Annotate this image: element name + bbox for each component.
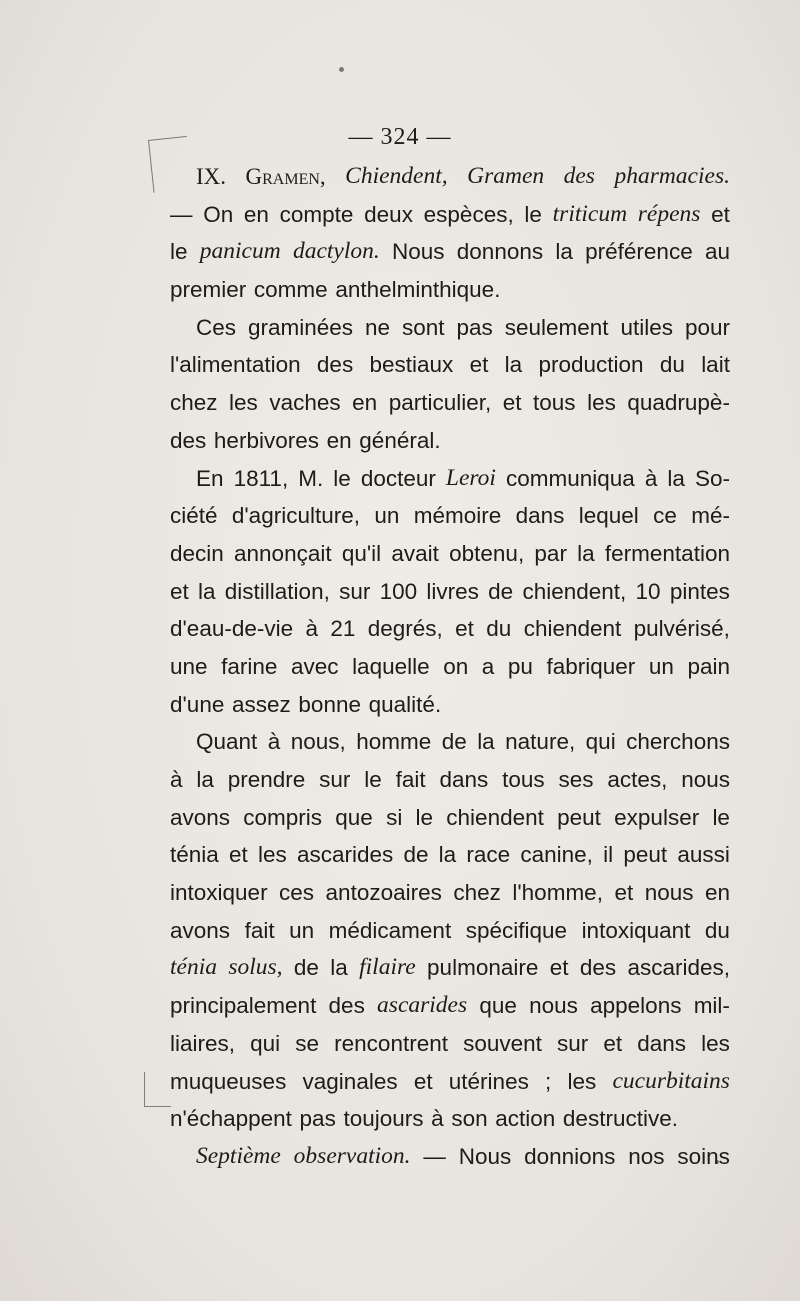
word: la [667, 465, 685, 491]
word: en [326, 427, 352, 453]
word: toujours [343, 1106, 424, 1132]
word: seulement [504, 314, 609, 340]
word: aussi [677, 842, 730, 868]
text-line [170, 912, 730, 950]
word: nous [644, 880, 694, 906]
word: lait [701, 352, 730, 378]
word: annonçait [234, 540, 332, 566]
word: donnions [524, 1143, 616, 1169]
word: sur [319, 767, 351, 792]
word: le [524, 201, 542, 227]
word: panicum [199, 238, 281, 265]
word: race [466, 842, 511, 868]
word: de [293, 955, 319, 981]
text-line [170, 346, 730, 384]
word: d'agriculture, [231, 503, 360, 529]
word: un [289, 917, 315, 943]
word: qui [585, 729, 616, 755]
word: decin [170, 540, 224, 566]
word: des [316, 352, 354, 378]
page-number: — 324 — [348, 124, 452, 150]
word: ascarides, [627, 955, 730, 981]
word: les [587, 390, 616, 416]
word: sur [339, 578, 371, 604]
word: chez [170, 390, 218, 416]
word: expulser [614, 804, 700, 830]
word: farine [221, 653, 278, 679]
word: docteur [360, 465, 436, 491]
text-line [170, 309, 730, 347]
word: deux [364, 201, 413, 227]
word: si [386, 804, 403, 830]
word: avons [170, 804, 231, 830]
word: muqueuses [170, 1068, 287, 1094]
word: laquelle [352, 653, 430, 679]
word: ascarides [296, 842, 394, 868]
word: Chiendent, [345, 163, 448, 189]
word: M. [298, 465, 324, 491]
word: Gramen, [245, 164, 326, 189]
word: et [170, 578, 189, 604]
word: pu [507, 653, 533, 679]
word: pulmonaire [427, 955, 539, 981]
word: d'une [170, 691, 225, 717]
word: triticum [552, 200, 628, 227]
word: pain [687, 653, 730, 679]
word: et [455, 616, 474, 642]
word: en [243, 201, 269, 227]
word: solus, [228, 954, 283, 981]
word: chiendent, [522, 578, 627, 604]
word: Septième [196, 1142, 281, 1169]
word: et [711, 201, 730, 227]
word: qui [250, 1030, 281, 1056]
text-line [170, 610, 730, 648]
word: d'eau-de-vie [170, 616, 294, 642]
word: utérines [448, 1068, 529, 1094]
word: quadrupè- [627, 390, 730, 416]
word: Ces [196, 314, 237, 340]
word: dans [515, 503, 565, 529]
word: pintes [669, 578, 730, 604]
word: sont [401, 314, 445, 340]
word: le [415, 804, 434, 830]
word: son [451, 1106, 488, 1132]
word: compte [279, 201, 354, 227]
word: pas [456, 314, 493, 340]
word: à [305, 616, 318, 642]
word: fait [395, 767, 426, 792]
word: de [403, 842, 429, 868]
word: Quant [196, 729, 258, 755]
word: action [495, 1106, 556, 1132]
word: des [579, 955, 617, 981]
word: a [481, 653, 495, 679]
word: mil- [693, 993, 730, 1019]
word: canine, [520, 842, 593, 868]
word: au [704, 239, 730, 265]
text-line [170, 648, 730, 686]
word: la [196, 767, 214, 792]
word: distillation, [224, 578, 330, 604]
word: à [267, 729, 281, 755]
word: du [704, 917, 730, 943]
word: degrés, [367, 616, 443, 642]
text-line [170, 271, 730, 309]
word: n'échappent [170, 1106, 292, 1132]
word: premier [170, 277, 247, 303]
word: dans [439, 767, 489, 792]
word: à [644, 465, 658, 491]
word: et [614, 880, 634, 906]
word: ses [558, 767, 594, 792]
text-line [170, 987, 730, 1025]
text-line [170, 761, 730, 799]
word: observation. [293, 1142, 411, 1169]
word: à [431, 1106, 444, 1132]
word: herbivores [213, 427, 319, 453]
word: IX. [196, 164, 227, 189]
word: comme [253, 277, 328, 303]
word: ténia [170, 954, 217, 981]
word: En [196, 465, 224, 491]
text-line [170, 836, 730, 874]
text-line [170, 949, 730, 987]
word: vaches [269, 390, 341, 416]
word: et [549, 955, 569, 981]
text-line [170, 1063, 730, 1101]
word: avec [290, 653, 339, 679]
word: ce [653, 503, 677, 529]
word: de [488, 578, 514, 604]
word: nous, [290, 729, 346, 755]
word: lequel [578, 503, 639, 529]
word: obtenu, [449, 540, 525, 566]
text-line [170, 1138, 730, 1176]
word: en [704, 880, 730, 906]
word: pas [299, 1106, 336, 1132]
word: fermentation [604, 540, 730, 566]
word: la [330, 955, 348, 981]
word: pharmacies. [614, 163, 730, 189]
word: chiendent [446, 804, 544, 830]
word: chez [453, 880, 501, 906]
word: fabriquer [546, 653, 636, 679]
word: cherchons [626, 729, 730, 755]
word: le [712, 804, 730, 830]
word: ascarides [377, 992, 468, 1019]
word: actes, [607, 767, 668, 792]
word: se [295, 1030, 320, 1056]
word: graminées [247, 314, 354, 340]
word: compris [243, 804, 323, 830]
word: par [534, 540, 567, 566]
word: intoxiquant [581, 917, 691, 943]
word: nature, [505, 729, 576, 755]
word: et [413, 1068, 433, 1094]
word: un [648, 653, 674, 679]
word: ; [545, 1068, 552, 1094]
word: la [438, 842, 457, 868]
word: du [659, 352, 685, 378]
word: mémoire [413, 503, 502, 529]
word: la [504, 352, 523, 378]
word: du [486, 616, 512, 642]
word: qu'il [341, 540, 382, 566]
word: la [555, 239, 573, 265]
word: que [479, 993, 517, 1019]
word: peut [623, 842, 668, 868]
word: rencontrent [334, 1030, 448, 1056]
word: les [229, 390, 258, 416]
word: bestiaux [369, 352, 454, 378]
word: tous [502, 767, 545, 792]
word: 21 [330, 616, 356, 642]
word: antozoaires [325, 880, 442, 906]
word: assez [232, 691, 291, 717]
word: et [229, 842, 248, 868]
word: les [701, 1030, 730, 1056]
text-line [170, 1100, 730, 1138]
word: de [441, 729, 467, 755]
word: à [170, 767, 183, 792]
word: dans [637, 1030, 687, 1056]
word: Nous [458, 1143, 512, 1169]
text-line [170, 573, 730, 611]
word: filaire [359, 954, 416, 981]
word: communiqua [506, 465, 635, 491]
text-line [170, 158, 730, 196]
word: — [423, 1143, 446, 1169]
word: des [328, 993, 365, 1019]
word: principalement [170, 993, 317, 1019]
text-line [170, 874, 730, 912]
word: Leroi [445, 464, 496, 491]
word: nos [628, 1143, 665, 1169]
word: ciété [170, 503, 218, 529]
word: pulvérisé, [633, 616, 730, 642]
word: livres [426, 578, 479, 604]
text-line [170, 1025, 730, 1063]
text-line [170, 233, 730, 271]
word: anthelminthique. [335, 277, 501, 303]
word: prendre [227, 767, 306, 792]
word: sur [557, 1030, 589, 1056]
word: l'alimentation [170, 352, 301, 378]
word: appelons [590, 993, 682, 1019]
word: le [170, 239, 188, 265]
text-line [170, 497, 730, 535]
word: le [364, 767, 382, 792]
word: et [603, 1030, 623, 1056]
word: que [335, 804, 373, 830]
word: 10 [635, 578, 661, 604]
word: 100 [379, 578, 418, 604]
word: soins [677, 1143, 730, 1169]
word: la [198, 578, 216, 604]
word: et [469, 352, 489, 378]
word: avons [170, 917, 231, 943]
word: préférence [585, 239, 693, 265]
margin-bracket-mark-bottom [144, 1072, 171, 1107]
word: production [538, 352, 644, 378]
word: Nous [392, 239, 445, 265]
word: On [203, 201, 234, 227]
ink-speck [339, 67, 344, 72]
word: tous [533, 390, 576, 416]
text-line [170, 723, 730, 761]
word: ne [364, 314, 391, 340]
word: le [333, 465, 351, 491]
word: général. [359, 427, 441, 453]
word: souvent [463, 1030, 542, 1056]
word: vaginales [302, 1068, 398, 1094]
text-line [170, 799, 730, 837]
word: intoxiquer [170, 880, 268, 906]
word: ténia [170, 842, 219, 868]
word: So- [694, 465, 730, 491]
word: les [567, 1068, 597, 1094]
word: l'homme, [512, 880, 603, 906]
word: médicament [328, 917, 452, 943]
word: peut [557, 804, 601, 830]
word: dactylon. [292, 238, 380, 265]
word: la [477, 729, 495, 755]
word: une [170, 653, 208, 679]
text-line [170, 686, 730, 724]
text-line [170, 196, 730, 234]
word: nous [529, 993, 578, 1019]
word: répens [637, 200, 701, 227]
body-text [170, 158, 730, 1176]
word: on [443, 653, 469, 679]
word: ces [279, 880, 315, 906]
word: destructive. [562, 1106, 678, 1132]
word: liaires, [170, 1030, 236, 1056]
word: qualité. [368, 691, 442, 717]
word: mé- [691, 503, 730, 529]
word: homme [356, 729, 432, 755]
word: cucurbitains [612, 1067, 730, 1094]
word: fait [244, 917, 275, 943]
word: bonne [298, 691, 361, 717]
word: chiendent [523, 616, 622, 642]
word: Gramen [467, 163, 545, 189]
word: un [374, 503, 400, 529]
word: avait [391, 540, 439, 566]
word: utiles [620, 314, 673, 340]
text-line [170, 460, 730, 498]
word: et [502, 390, 522, 416]
word: des [170, 427, 207, 453]
word: des [563, 163, 595, 189]
word: il [603, 842, 614, 868]
word: la [577, 540, 595, 566]
text-line [170, 384, 730, 422]
word: — [170, 201, 193, 227]
text-line [170, 535, 730, 573]
word: 1811, [233, 465, 289, 491]
word: pour [684, 314, 730, 340]
word: spécifique [465, 917, 568, 943]
word: nous [681, 767, 730, 792]
word: particulier, [388, 390, 492, 416]
word: les [257, 842, 287, 868]
word: en [352, 390, 378, 416]
word: donnons [456, 239, 544, 265]
text-line [170, 422, 730, 460]
word: espèces, [423, 201, 514, 227]
